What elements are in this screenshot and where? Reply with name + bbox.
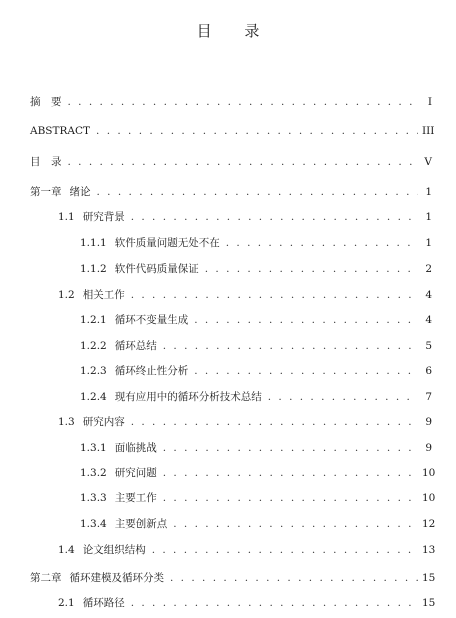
toc-entry-section-1-1-1[interactable] <box>80 236 432 250</box>
leader-dots <box>163 466 418 480</box>
page-title: 目 录 <box>196 22 274 40</box>
toc-entry-section-1-2-4[interactable] <box>80 390 432 404</box>
toc-entry-section-1-3-1[interactable] <box>80 441 432 455</box>
leader-dots <box>163 339 418 353</box>
toc-entry-section-2-1[interactable] <box>58 596 436 610</box>
toc-entry-number: 1.1.1 <box>80 237 107 249</box>
toc-entry-number: 1.2.3 <box>80 365 107 377</box>
toc-entry-label: 软件代码质量保证 <box>114 263 199 275</box>
toc-entry-label: 面临挑战 <box>114 442 157 454</box>
toc-entry-number: 1.2.4 <box>80 391 107 403</box>
toc-entry-section-1-2[interactable] <box>58 288 432 302</box>
toc-entry-page: 2 <box>425 263 432 275</box>
toc-entry-section-1-1[interactable] <box>58 210 432 224</box>
toc-entry-abstract-cn[interactable] <box>30 95 432 109</box>
toc-entry-section-1-2-3[interactable] <box>80 364 432 378</box>
toc-entry-number: 1.2.2 <box>80 340 107 352</box>
toc-entry-number: 2.1 <box>58 597 75 609</box>
toc-entry-section-1-3[interactable] <box>58 415 432 429</box>
toc-entry-label: 循环终止性分析 <box>114 365 189 377</box>
toc-entry-number: 1.2 <box>58 289 75 301</box>
toc-entry-page: 15 <box>422 572 436 584</box>
leader-dots <box>131 210 418 224</box>
toc-entry-chapter-2[interactable] <box>30 571 436 585</box>
toc-entry-page: 4 <box>425 289 432 301</box>
leader-dots <box>205 262 418 276</box>
toc-entry-number: 1.2.1 <box>80 314 107 326</box>
toc-entry-page: 1 <box>425 211 432 223</box>
leader-dots <box>163 441 418 455</box>
toc-entry-section-1-3-4[interactable] <box>80 517 436 531</box>
toc-entry-label: 循环路径 <box>82 597 125 609</box>
toc-entry-page: 13 <box>422 544 436 556</box>
toc-entry-page: I <box>427 96 432 108</box>
toc-entry-page: 7 <box>425 391 432 403</box>
toc-entry-section-1-3-3[interactable] <box>80 491 436 505</box>
leader-dots <box>68 95 419 109</box>
toc-entry-page: 9 <box>425 416 432 428</box>
leader-dots <box>131 415 418 429</box>
leader-dots <box>268 390 418 404</box>
leader-dots <box>131 288 418 302</box>
toc-entry-label: 摘 要 <box>30 96 62 108</box>
toc-entry-number: 1.1 <box>58 211 75 223</box>
toc-entry-label: 软件质量问题无处不在 <box>114 237 220 249</box>
leader-dots <box>97 185 419 199</box>
leader-dots <box>170 571 418 585</box>
toc-entry-number: 第二章 <box>30 572 62 584</box>
toc-entry-number: 1.3.1 <box>80 442 107 454</box>
toc-entry-page: 12 <box>422 518 436 530</box>
leader-dots <box>194 313 418 327</box>
toc-entry-number: 1.3.4 <box>80 518 107 530</box>
toc-entry-contents[interactable] <box>30 155 432 169</box>
toc-entry-label: 目 录 <box>30 156 62 168</box>
toc-entry-label: 研究内容 <box>82 416 125 428</box>
leader-dots <box>131 596 418 610</box>
toc-entry-page: 6 <box>425 365 432 377</box>
leader-dots <box>194 364 418 378</box>
toc-entry-page: 5 <box>425 340 432 352</box>
toc-entry-label: 研究问题 <box>114 467 157 479</box>
toc-entry-label: 研究背景 <box>82 211 125 223</box>
toc-entry-chapter-1[interactable] <box>30 185 432 199</box>
toc-entry-label: 循环总结 <box>114 340 157 352</box>
toc-entry-section-1-2-1[interactable] <box>80 313 432 327</box>
toc-entry-section-1-4[interactable] <box>58 543 436 557</box>
toc-entry-label: 论文组织结构 <box>82 544 146 556</box>
leader-dots <box>96 124 418 138</box>
leader-dots <box>226 236 418 250</box>
leader-dots <box>152 543 418 557</box>
toc-entry-section-1-3-2[interactable] <box>80 466 436 480</box>
toc-entry-number: 1.3 <box>58 416 75 428</box>
toc-entry-number: 第一章 <box>30 186 62 198</box>
toc-entry-page: 15 <box>422 597 436 609</box>
toc-entry-page: V <box>424 156 432 168</box>
leader-dots <box>68 155 419 169</box>
toc-entry-number: 1.4 <box>58 544 75 556</box>
toc-entry-label: ABSTRACT <box>30 125 91 137</box>
toc-entry-section-1-1-2[interactable] <box>80 262 432 276</box>
toc-entry-page: 10 <box>422 492 436 504</box>
toc-entry-page: 9 <box>425 442 432 454</box>
toc-entry-number: 1.3.2 <box>80 467 107 479</box>
toc-entry-number: 1.1.2 <box>80 263 107 275</box>
toc-entry-page: 1 <box>425 237 432 249</box>
leader-dots <box>163 491 418 505</box>
toc-entry-label: 绪论 <box>69 186 91 198</box>
toc-entry-page: III <box>422 125 435 137</box>
toc-entry-label: 主要工作 <box>114 492 157 504</box>
toc-entry-number: 1.3.3 <box>80 492 107 504</box>
toc-entry-label: 循环建模及循环分类 <box>69 572 164 584</box>
toc-entry-label: 现有应用中的循环分析技术总结 <box>114 391 262 403</box>
toc-entry-label: 主要创新点 <box>114 518 168 530</box>
toc-entry-page: 1 <box>425 186 432 198</box>
toc-entry-section-1-2-2[interactable] <box>80 339 432 353</box>
leader-dots <box>173 517 418 531</box>
toc-entry-abstract-en[interactable] <box>30 124 435 138</box>
toc-entry-label: 相关工作 <box>82 289 125 301</box>
toc-entry-page: 10 <box>422 467 436 479</box>
toc-entry-page: 4 <box>425 314 432 326</box>
toc-entry-label: 循环不变量生成 <box>114 314 189 326</box>
